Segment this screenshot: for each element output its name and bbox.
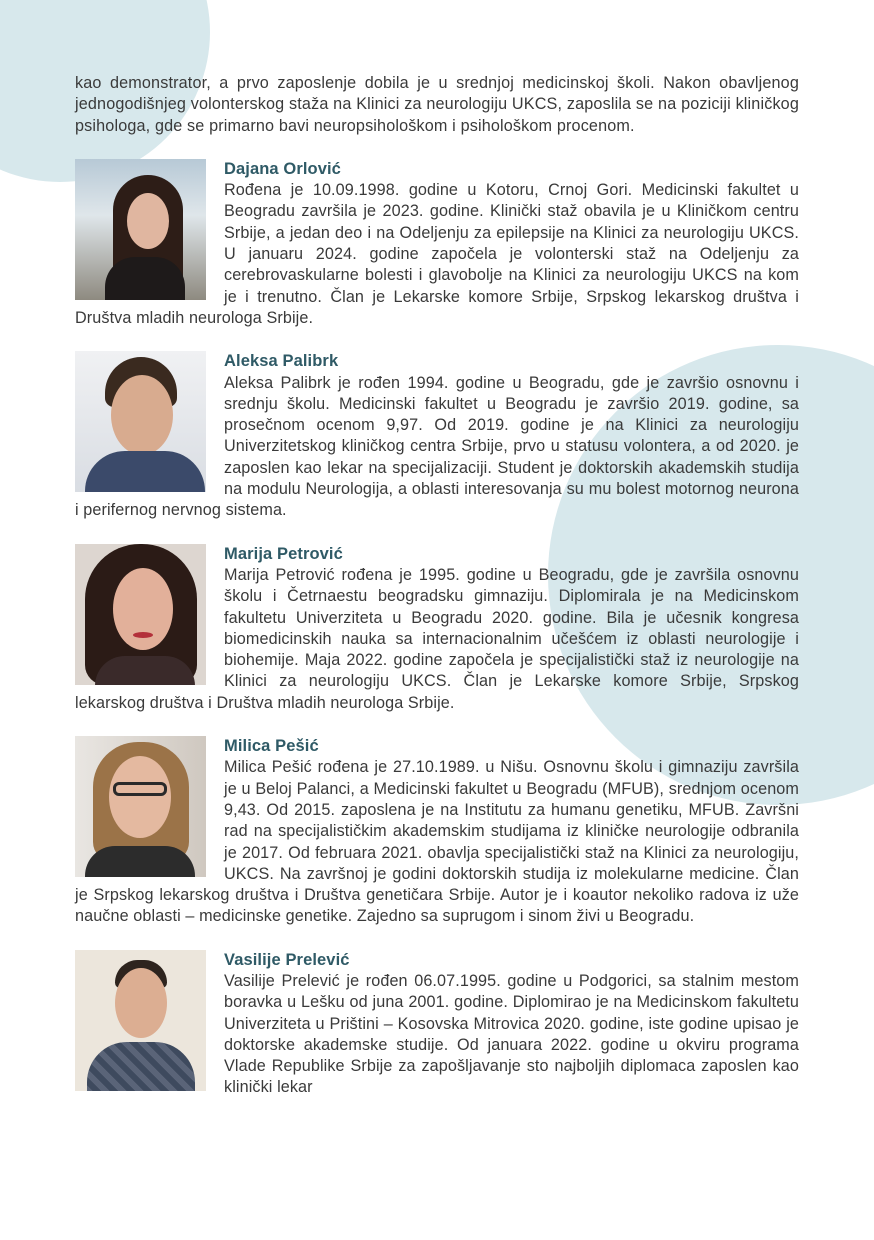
page-content — [75, 73, 799, 1099]
bio-entry — [75, 950, 799, 1099]
bio-text: Aleksa Palibrk je rođen 1994. godine u Beogradu, gde je završio osnovnu i srednju školu. Medicinski fakultet u Beogradu je završio 2019. godine, sa prosečnom ocenom 9,97. Od 2019. godine je na Klinici za neurologiju Univerzitetskog kliničkog centra Srbije, prvo u statusu volontera, a od 2020. je zaposlen kao lekar na specijalizaciji. Student je doktorskih akademskih studija na modulu Neurologija, a oblasti interesovanja su mu bolest motornog neurona i perifernog nervnog sistema. — [75, 373, 799, 520]
portrait-photo — [75, 159, 206, 300]
portrait-photo — [75, 351, 206, 492]
bio-entry — [75, 544, 799, 714]
portrait-photo — [75, 736, 206, 877]
bio-name: Milica Pešić — [224, 737, 319, 756]
bio-text: Vasilije Prelević je rođen 06.07.1995. godine u Podgorici, sa stalnim mestom boravka u Lešku od juna 2001. godine. Diplomirao je na Medicinskom fakultetu Univerziteta u Prištini – Kosovska Mitrovica 2020. godine, iste godine upisao je doktorske akademske studije. Od januara 2022. godine u okviru programa Vlade Republike Srbije za zapošljavanje sto najboljih diplomaca zaposlen kao klinički lekar — [224, 971, 799, 1097]
portrait-photo — [75, 950, 206, 1091]
bio-text: Rođena je 10.09.1998. godine u Kotoru, Crnoj Gori. Medicinski fakultet u Beogradu završila je 2023. godine. Klinički staž obavila je u Kliničkom centru Srbije, a jedan deo i na Odeljenju za epilepsije na Klinici za neurologiju UKCS. U januaru 2024. godine započela je volonterski staž na Odeljenju za cerebrovaskularne bolesti i glavobolje na Klinici za neurologiju UKCS na kom je i trenutno. Član je Lekarske komore Srbije, Srpskog lekarskog društva i Društva mladih neurologa Srbije. — [75, 181, 799, 327]
bio-name: Vasilije Prelević — [224, 950, 350, 969]
bio-name: Marija Petrović — [224, 544, 343, 563]
bio-text: Milica Pešić rođena je 27.10.1989. u Nišu. Osnovnu školu i gimnaziju završila je u Beloj Palanci, a Medicinski fakultet u Beogradu (MFUB), srednjom ocenom 9,43. Od 2015. zaposlena je na Institutu za humanu genetiku, MFUB. Završni rad na specijalističkim akademskim studijama iz kliničke neurologije odbranila je 2017. Od februara 2021. obavlja specijalistički staž na Klinici za neurologiju, UKCS. Na završnoj je godini doktorskih studija iz molekularne medicine. Član je Srpskog lekarskog društva i Društva genetičara Srbije. Autor je i koautor nekoliko radova iz uže naučne oblasti – medicinske genetike. Zajedno sa suprugom i sinom živi u Beogradu. — [75, 758, 799, 926]
bio-text: Marija Petrović rođena je 1995. godine u Beogradu, gde je završila osnovnu školu i Četrnaestu beogradsku gimnaziju. Diplomirala je na Medicinskom fakultetu Univerziteta u Beogradu 2020. godine. Bila je učesnik kongresa biomedicinskih nauka sa internacionalnim učešćem iz oblasti neurologije i biohemije. Maja 2022. godine započela je specijalistički staž iz neurologije na Klinici za neurologiju UKCS. Član je Lekarske komore Srbije, Srpskog lekarskog društva i Društva mladih neurologa Srbije. — [75, 565, 799, 712]
bio-entry — [75, 351, 799, 521]
intro-paragraph: kao demonstrator, a prvo zaposlenje dobila je u srednjoj medicinskoj školi. Nakon obavljenog jednogodišnjeg volonterskog staža na Klinici za neurologiju UKCS, zaposlila se na poziciji kliničkog psihologa, gde se primarno bavi neuropsihološkom i psihološkom procenom. — [75, 74, 799, 135]
bio-name: Aleksa Palibrk — [224, 352, 339, 371]
bio-entry — [75, 159, 799, 329]
bio-entry — [75, 736, 799, 928]
portrait-photo — [75, 544, 206, 685]
bio-name: Dajana Orlović — [224, 159, 341, 178]
